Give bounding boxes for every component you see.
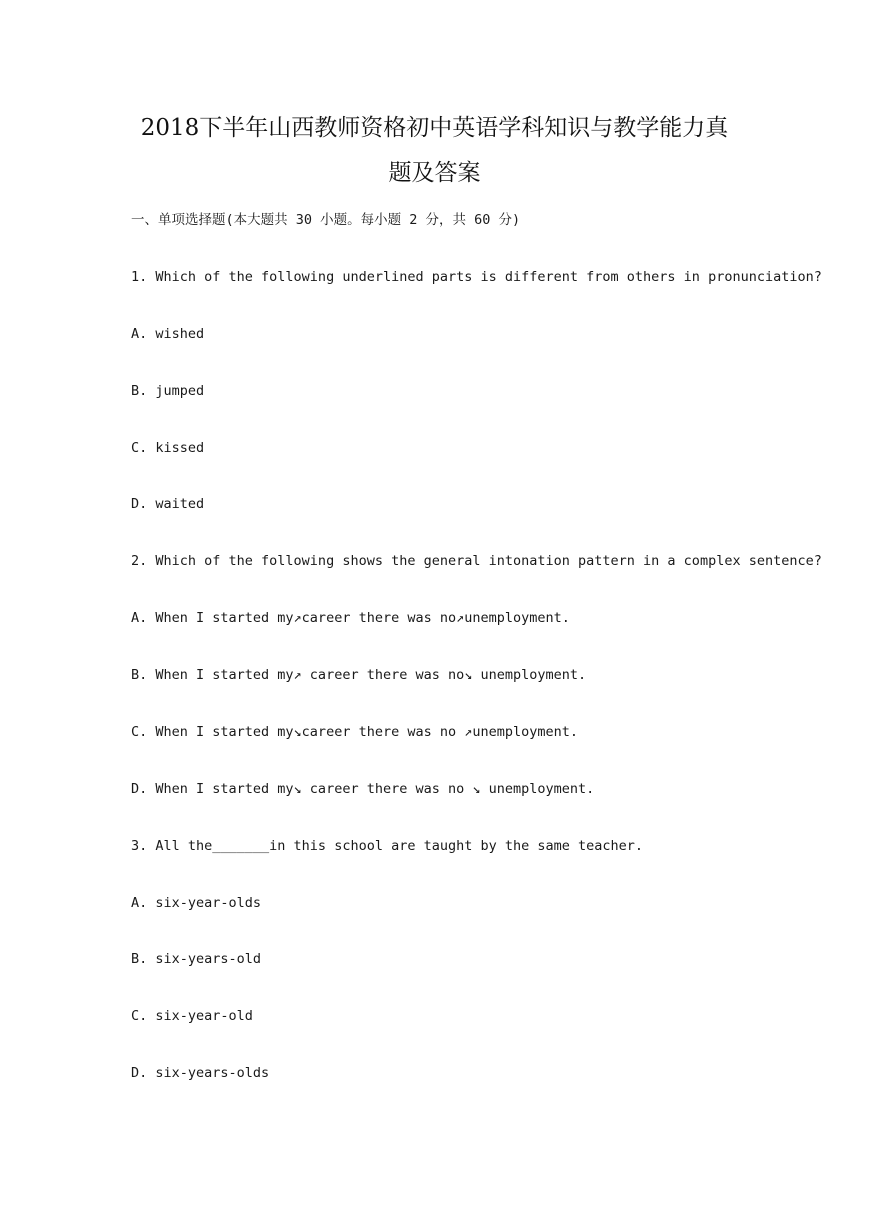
question-3-option-c: C. six-year-old xyxy=(131,1008,253,1024)
question-1-option-d: D. waited xyxy=(131,496,205,512)
question-1-option-c: C. kissed xyxy=(131,440,205,456)
document-title-line-1: 2018下半年山西教师资格初中英语学科知识与教学能力真 xyxy=(140,115,729,141)
question-3-option-a: A. six-year-olds xyxy=(131,895,262,911)
question-3-option-b: B. six-years-old xyxy=(131,951,262,967)
question-1-option-b: B. jumped xyxy=(131,383,205,399)
question-2-stem: 2. Which of the following shows the general intonation pattern in a complex sentence? xyxy=(131,553,822,569)
question-1-option-a: A. wished xyxy=(131,326,205,342)
question-2-option-a: A. When I started my↗career there was no↗unemployment. xyxy=(131,610,570,626)
question-2-option-c: C. When I started my↘career there was no ↗unemployment. xyxy=(131,724,579,740)
question-3-stem: 3. All the_______in this school are taught by the same teacher. xyxy=(131,838,644,854)
section-heading: 一、单项选择题(本大题共 30 小题。每小题 2 分，共 60 分) xyxy=(131,212,521,228)
question-1-stem: 1. Which of the following underlined parts is different from others in pronunciation? xyxy=(131,269,822,285)
document-title-line-2: 题及答案 xyxy=(388,160,481,186)
question-3-option-d: D. six-years-olds xyxy=(131,1065,270,1081)
question-2-option-d: D. When I started my↘ career there was no ↘ unemployment. xyxy=(131,781,595,797)
question-2-option-b: B. When I started my↗ career there was no↘ unemployment. xyxy=(131,667,587,683)
